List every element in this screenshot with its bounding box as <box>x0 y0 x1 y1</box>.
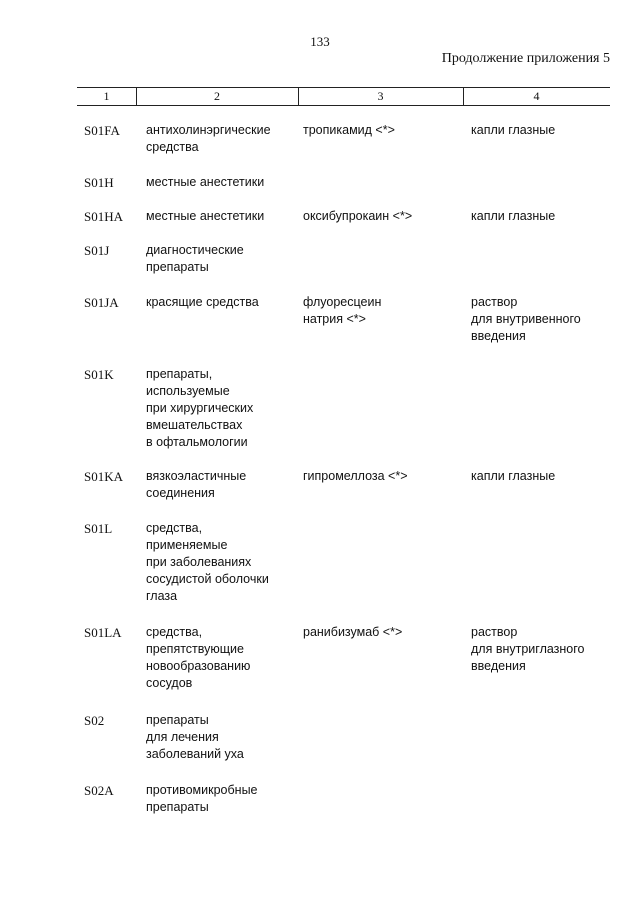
drug-name-line: натрия <*> <box>303 312 366 326</box>
group-name-line: антихолинэргические <box>146 123 271 137</box>
dosage-form-line: раствор <box>471 625 518 639</box>
atc-code: S01K <box>84 367 114 382</box>
group-name-line: препятствующие <box>146 642 244 656</box>
header-col-1: 1 <box>103 89 110 103</box>
dosage-form-line: капли глазные <box>471 469 556 483</box>
drug-name <box>303 624 463 641</box>
table-header <box>77 87 610 106</box>
group-name-line: при заболеваниях <box>146 555 252 569</box>
header-col-3: 3 <box>377 89 384 103</box>
group-name-line: новообразованию <box>146 659 251 673</box>
group-name <box>146 242 296 276</box>
dosage-form-line: введения <box>471 659 526 673</box>
drug-name <box>303 122 463 139</box>
drug-name-line: тропикамид <*> <box>303 123 395 137</box>
drug-name <box>303 468 463 485</box>
atc-code: S01LA <box>84 625 122 640</box>
group-name <box>146 366 296 451</box>
drug-name <box>303 208 463 225</box>
group-name-line: соединения <box>146 486 215 500</box>
dosage-form <box>471 468 621 485</box>
group-name <box>146 208 296 225</box>
dosage-form <box>471 294 621 345</box>
group-name-line: местные анестетики <box>146 175 265 189</box>
group-name-line: диагностические <box>146 243 244 257</box>
group-name-line: препараты, <box>146 367 213 381</box>
atc-code: S01L <box>84 521 113 536</box>
group-name <box>146 174 296 191</box>
dosage-form-line: капли глазные <box>471 209 556 223</box>
group-name-line: средства <box>146 140 199 154</box>
atc-code: S01H <box>84 175 114 190</box>
dosage-form <box>471 208 621 225</box>
dosage-form-line: раствор <box>471 295 518 309</box>
dosage-form-line: введения <box>471 329 526 343</box>
group-name-line: красящие средства <box>146 295 259 309</box>
group-name-line: препараты <box>146 260 209 274</box>
group-name-line: сосудистой оболочки <box>146 572 269 586</box>
drug-name-line: гипромеллоза <*> <box>303 469 408 483</box>
atc-code: S02 <box>84 713 105 728</box>
group-name-line: в офтальмологии <box>146 435 248 449</box>
group-name-line: вязкоэластичные <box>146 469 247 483</box>
group-name-line: препараты <box>146 713 209 727</box>
group-name-line: местные анестетики <box>146 209 265 223</box>
group-name <box>146 520 296 605</box>
group-name <box>146 294 296 311</box>
atc-code: S01KA <box>84 469 124 484</box>
dosage-form-line: для внутривенного <box>471 312 581 326</box>
dosage-form <box>471 624 621 675</box>
group-name-line: при хирургических <box>146 401 254 415</box>
group-name-line: сосудов <box>146 676 193 690</box>
atc-code: S01J <box>84 243 110 258</box>
group-name <box>146 468 296 502</box>
group-name <box>146 712 296 763</box>
dosage-form <box>471 122 621 139</box>
atc-code: S01JA <box>84 295 119 310</box>
continuation-note: Продолжение приложения 5 <box>441 51 610 66</box>
group-name-line: глаза <box>146 589 178 603</box>
dosage-form-line: капли глазные <box>471 123 556 137</box>
group-name-line: противомикробные <box>146 783 258 797</box>
header-col-4: 4 <box>533 89 540 103</box>
group-name-line: применяемые <box>146 538 228 552</box>
group-name <box>146 782 296 816</box>
drug-name <box>303 294 463 328</box>
atc-code: S01HA <box>84 209 124 224</box>
dosage-form-line: для внутриглазного <box>471 642 585 656</box>
atc-code: S02A <box>84 783 114 798</box>
group-name-line: заболеваний уха <box>146 747 244 761</box>
header-col-2: 2 <box>214 89 220 103</box>
group-name-line: используемые <box>146 384 230 398</box>
drug-name-line: ранибизумаб <*> <box>303 625 403 639</box>
group-name <box>146 624 296 692</box>
group-name <box>146 122 296 156</box>
atc-code: S01FA <box>84 123 120 138</box>
group-name-line: средства, <box>146 521 203 535</box>
drug-name-line: флуоресцеин <box>303 295 382 309</box>
group-name-line: для лечения <box>146 730 219 744</box>
group-name-line: препараты <box>146 800 209 814</box>
page-number: 133 <box>310 34 330 49</box>
group-name-line: вмешательствах <box>146 418 243 432</box>
group-name-line: средства, <box>146 625 203 639</box>
drug-name-line: оксибупрокаин <*> <box>303 209 413 223</box>
